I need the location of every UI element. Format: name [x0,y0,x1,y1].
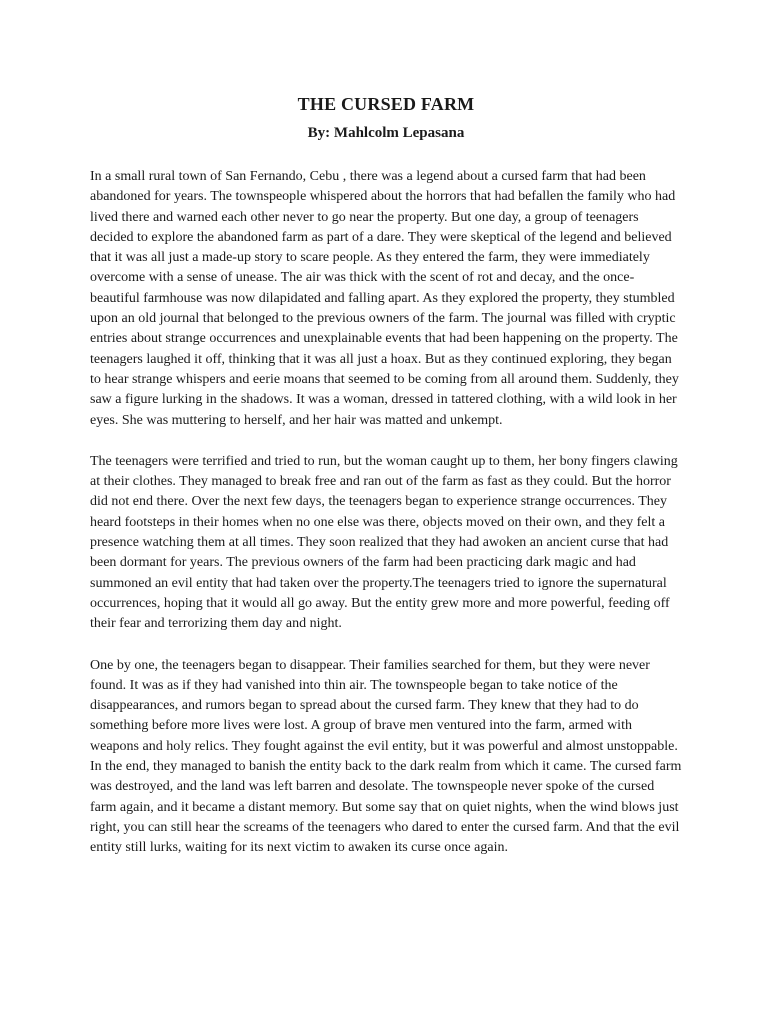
document-title: THE CURSED FARM [297,94,475,114]
paragraph-2: The teenagers were terrified and tried to run, but the woman caught up to them, her bony fingers clawing at their clothes. They managed to break free and ran out of the farm as fast as they could. But the horror did not end there. Over the next few days, the teenagers began to experience strange occurrences. They heard footsteps in their homes when no one else was there, objects moved on their own, and they felt a presence watching them at all times. They soon realized that they had awoken an ancient curse that had been dormant for years. The previous owners of the farm had been practicing dark magic and had summoned an evil entity that had taken over the property.The teenagers tried to ignore the supernatural occurrences, hoping that it would all go away. But the entity grew more and more powerful, feeding off their fear and terrorizing them day and night. [90,453,678,632]
document-page [90,92,682,859]
paragraph-1: In a small rural town of San Fernando, Cebu , there was a legend about a cursed farm that had been abandoned for years. The townspeople whispered about the horrors that had befallen the family who had lived there and warned each other never to go near the property. But one day, a group of teenagers decided to explore the abandoned farm as part of a dare. They were skeptical of the legend and believed that it was all just a made-up story to scare people. As they entered the farm, they were immediately overcome with a sense of unease. The air was thick with the scent of rot and decay, and the once-beautiful farmhouse was now dilapidated and falling apart. As they explored the property, they stumbled upon an old journal that belonged to the previous owners of the farm. The journal was filled with cryptic entries about strange occurrences and unexplainable events that had been happening on the property. The teenagers laughed it off, thinking that it was all just a hoax. But as they continued exploring, they began to hear strange whispers and eerie moans that seemed to be coming from all around them. Suddenly, they saw a figure lurking in the shadows. It was a woman, dressed in tattered clothing, with a wild look in her eyes. She was muttering to herself, and her hair was matted and unkempt. [90,169,679,428]
paragraph-3: One by one, the teenagers began to disappear. Their families searched for them, but they were never found. It was as if they had vanished into thin air. The townspeople began to take notice of the disappearances, and rumors began to spread about the cursed farm. They knew that they had to do something before more lives were lost. A group of brave men ventured into the farm, armed with weapons and holy relics. They fought against the evil entity, but it was powerful and almost unstoppable. In the end, they managed to banish the entity back to the dark realm from which it came. The cursed farm was destroyed, and the land was left barren and desolate. The townspeople never spoke of the cursed farm again, and it became a distant memory. But some say that on quiet nights, when the wind blows just right, you can still hear the screams of the teenagers who dared to enter the cursed farm. And that the evil entity still lurks, waiting for its next victim to awaken its curse once again. [90,657,682,856]
document-byline: By: Mahlcolm Lepasana [307,125,465,141]
